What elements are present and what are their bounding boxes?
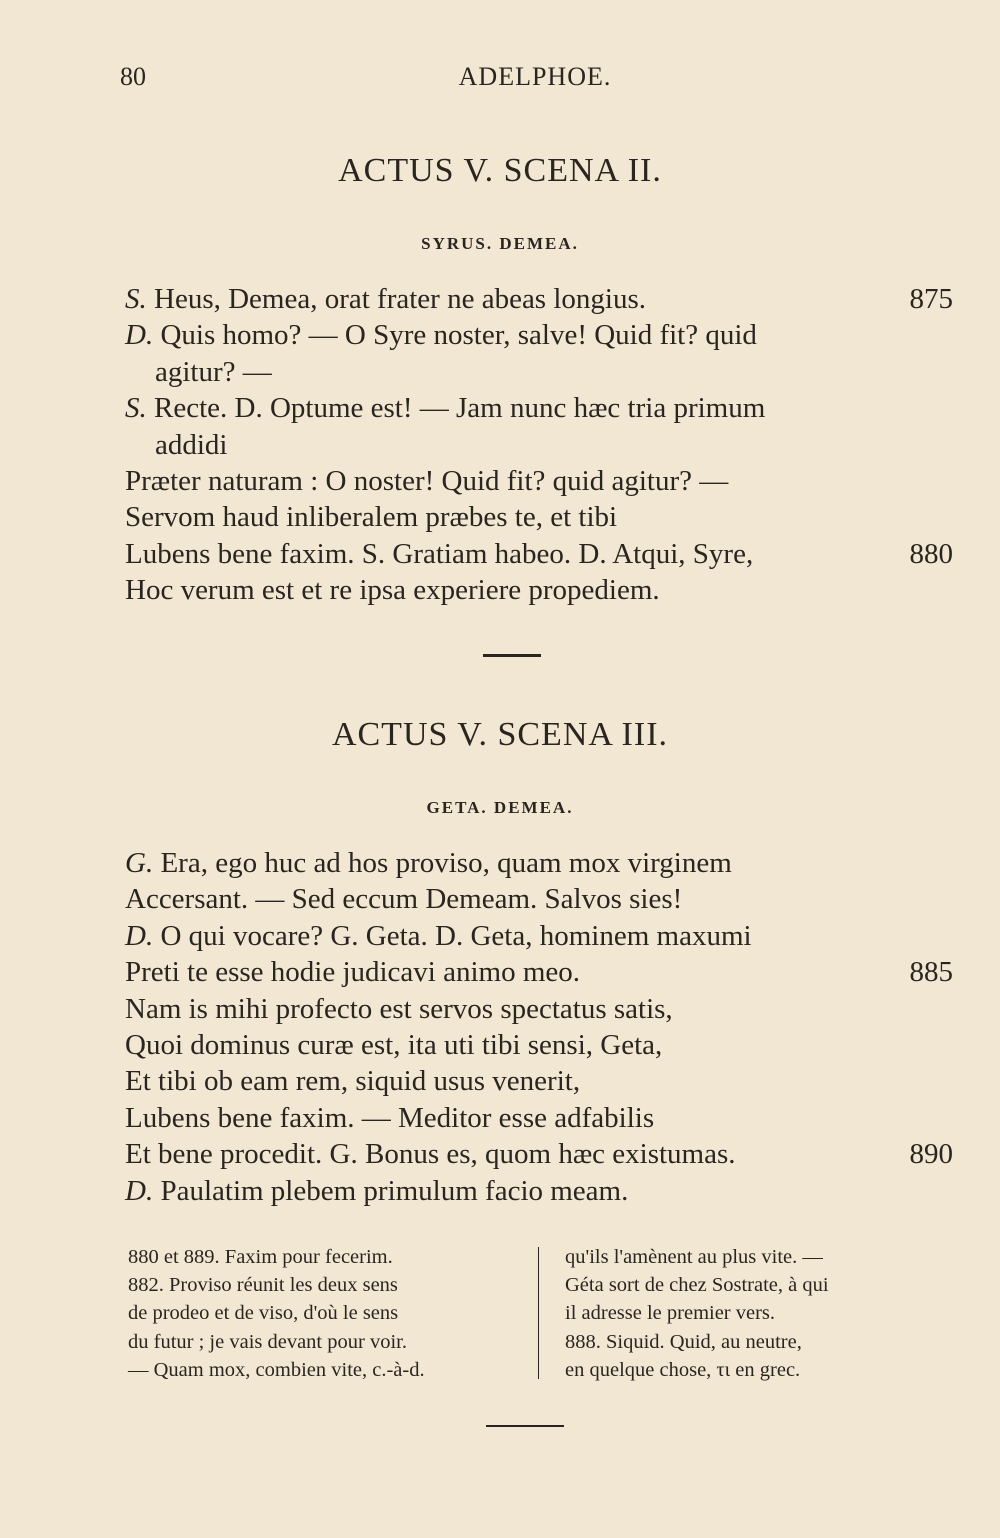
footnote-line: 888. Siquid. Quid, au neutre,: [565, 1330, 802, 1353]
speaker-label: S.: [125, 392, 147, 425]
verse-text: Et bene procedit. G. Bonus es, quom hæc existumas.: [125, 1138, 736, 1171]
verse-text: Servom haud inliberalem præbes te, et tibi: [125, 501, 618, 534]
verse-line: [125, 536, 953, 572]
verse-text: Paulatim plebem primulum facio meam.: [153, 1174, 629, 1207]
end-rule: [486, 1425, 564, 1427]
verse-line: [125, 427, 953, 463]
verse-line: [125, 845, 953, 881]
verse-text: Recte. D. Optume est! — Jam nunc hæc tria primum: [146, 392, 766, 425]
scene-speakers: SYRUS. DEMEA.: [421, 234, 579, 253]
verse-block: [125, 845, 953, 1209]
verse-line: [125, 281, 953, 317]
verse-line: [125, 1173, 953, 1209]
verse-block: [125, 281, 953, 609]
running-title: ADELPHOE.: [458, 62, 612, 91]
line-number: 880: [909, 537, 953, 570]
line-number: 890: [909, 1138, 953, 1171]
speaker-label: D.: [125, 319, 154, 352]
footnote-column-right: [565, 1243, 953, 1384]
footnotes: [128, 1243, 953, 1393]
speaker-label: D.: [125, 1174, 154, 1207]
verse-text: Lubens bene faxim. — Meditor esse adfabilis: [125, 1101, 655, 1134]
line-number: 885: [909, 956, 953, 989]
verse-text: Lubens bene faxim. S. Gratiam habeo. D. Atqui, Syre,: [125, 537, 754, 570]
verse-line: [125, 918, 953, 954]
scene-title: ACTUS V. SCENA III.: [331, 716, 669, 753]
verse-text: Quoi dominus curæ est, ita uti tibi sensi, Geta,: [125, 1028, 663, 1061]
footnote-line: de prodeo et de viso, d'où le sens: [128, 1302, 399, 1325]
speaker-label: G.: [125, 847, 154, 879]
footnote-line: il adresse le premier vers.: [565, 1302, 776, 1325]
verse-line: [125, 1136, 953, 1172]
verse-text: Præter naturam : O noster! Quid fit? quid agitur? —: [125, 464, 729, 497]
column-divider: [538, 1247, 539, 1379]
verse-line: [125, 390, 953, 426]
verse-line: [125, 1027, 953, 1063]
verse-line: [125, 1100, 953, 1136]
verse-text: Quis homo? — O Syre noster, salve! Quid fit? quid: [153, 319, 757, 352]
verse-line: [125, 954, 953, 990]
scene-title: ACTUS V. SCENA II.: [338, 152, 662, 189]
verse-line: [125, 1063, 953, 1099]
verse-line: [125, 572, 953, 608]
footnote-line: 880 et 889. Faxim pour fecerim.: [128, 1246, 393, 1268]
verse-text: Hoc verum est et re ipsa experiere propediem.: [125, 574, 660, 607]
page-number: 80: [120, 62, 146, 91]
verse-text: Heus, Demea, orat frater ne abeas longius.: [146, 283, 646, 315]
verse-line: [125, 463, 953, 499]
speaker-label: D.: [125, 919, 154, 952]
verse-text: Et tibi ob eam rem, siquid usus venerit,: [125, 1065, 581, 1098]
footnote-line: en quelque chose, τι en grec.: [565, 1358, 801, 1381]
verse-line: [125, 354, 953, 390]
verse-line: [125, 499, 953, 535]
verse-text: Accersant. — Sed eccum Demeam. Salvos sies!: [125, 883, 683, 916]
verse-line: [125, 317, 953, 353]
line-number: 875: [909, 283, 953, 315]
verse-text: O qui vocare? G. Geta. D. Geta, hominem maxumi: [153, 919, 752, 952]
verse-text: Era, ego huc ad hos proviso, quam mox virginem: [153, 847, 732, 879]
footnote-line: qu'ils l'amènent au plus vite. —: [565, 1246, 823, 1268]
speaker-label: S.: [125, 283, 147, 315]
verse-text: agitur? —: [155, 355, 272, 388]
footnote-line: — Quam mox, combien vite, c.-à-d.: [128, 1358, 425, 1381]
section-rule: [483, 654, 541, 657]
verse-line: [125, 991, 953, 1027]
footnote-column-left: [128, 1243, 520, 1384]
scene-speakers: GETA. DEMEA.: [426, 798, 574, 817]
footnote-line: 882. Proviso réunit les deux sens: [128, 1274, 398, 1297]
verse-text: addidi: [155, 428, 228, 461]
verse-line: [125, 881, 953, 917]
running-head: [120, 62, 950, 102]
verse-text: Nam is mihi profecto est servos spectatus satis,: [125, 992, 673, 1025]
footnote-line: Géta sort de chez Sostrate, à qui: [565, 1274, 829, 1297]
verse-text: Preti te esse hodie judicavi animo meo.: [125, 956, 581, 989]
footnote-line: du futur ; je vais devant pour voir.: [128, 1330, 407, 1353]
